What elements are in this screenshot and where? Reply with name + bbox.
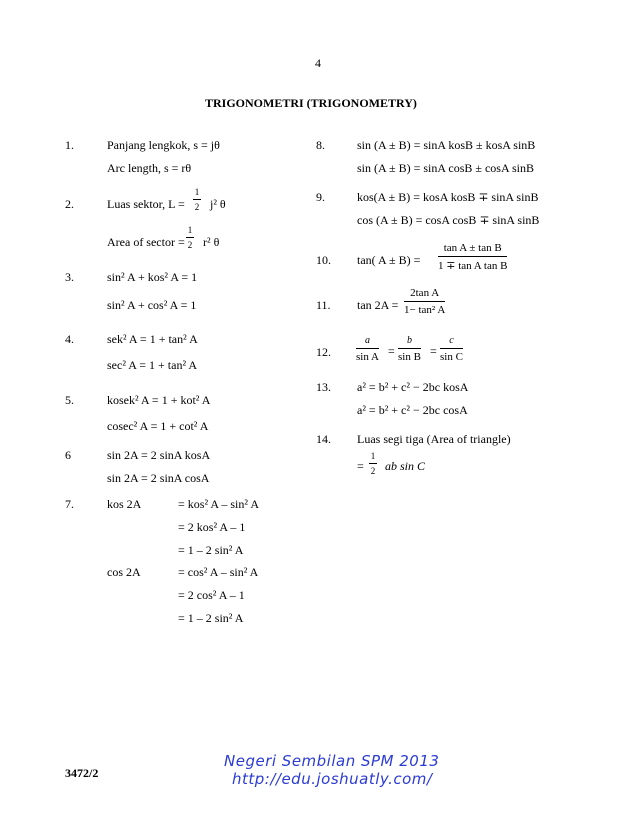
fraction-numerator: tan A ± tan B xyxy=(443,242,502,254)
sector-area-english: Area of sector = xyxy=(107,235,185,249)
item-number-13: 13. xyxy=(316,380,331,394)
fraction-bar xyxy=(369,463,377,464)
cos-2a-form-1: = cos² A – sin² A xyxy=(178,565,259,579)
fraction-denominator: 1 ∓ tan A tan B xyxy=(438,260,508,272)
sine-rule-b-fraction xyxy=(398,335,421,363)
item-number-12: 12. xyxy=(316,345,331,359)
compound-sin-english: sin (A ± B) = sinA cosB ± cosA sinB xyxy=(357,161,534,175)
identity-3-malay: sin² A + kos² A = 1 xyxy=(107,270,198,284)
half-fraction-malay xyxy=(193,187,201,212)
item-number-11: 11. xyxy=(316,298,331,312)
fraction-bar xyxy=(438,256,507,257)
fraction-bar xyxy=(404,301,445,302)
item-number-3: 3. xyxy=(65,270,74,284)
page-title: TRIGONOMETRI (TRIGONOMETRY) xyxy=(205,96,417,110)
fraction-denominator: 2 xyxy=(187,240,193,250)
identity-5-english: cosec² A = 1 + cot² A xyxy=(107,419,209,433)
item-number-2: 2. xyxy=(65,197,74,211)
cos-2a-form-3: = 1 – 2 sin² A xyxy=(178,611,244,625)
item-number-9: 9. xyxy=(316,190,325,204)
arc-length-english: Arc length, s = rθ xyxy=(107,161,192,175)
sine-rule-equals-2: = xyxy=(430,344,437,358)
compound-cos-english: cos (A ± B) = cosA cosB ∓ sinA sinB xyxy=(357,213,540,227)
cos-2a-form-2: = 2 cos² A – 1 xyxy=(178,588,245,602)
sector-area-english-term: r² θ xyxy=(203,235,220,249)
item-number-6: 6 xyxy=(65,448,71,462)
fraction-denominator: 2 xyxy=(194,202,200,212)
triangle-area-label: Luas segi tiga (Area of triangle) xyxy=(357,432,511,446)
cosine-rule-malay: a² = b² + c² − 2bc kosA xyxy=(357,380,469,394)
sine-rule-a-fraction xyxy=(356,335,379,363)
fraction-bar xyxy=(398,348,421,349)
kos-2a-label: kos 2A xyxy=(107,497,142,511)
sector-area-malay-term: j² θ xyxy=(210,197,226,211)
kos-2a-form-2: = 2 kos² A – 1 xyxy=(178,520,246,534)
double-angle-tan-lhs: tan 2A = xyxy=(357,298,399,312)
fraction-numerator: b xyxy=(406,335,412,346)
fraction-bar xyxy=(186,237,194,238)
fraction-numerator: 1 xyxy=(370,451,376,461)
triangle-area-formula: ab sin C xyxy=(385,459,426,473)
paper-code: 3472/2 xyxy=(65,766,99,780)
identity-4-english: sec² A = 1 + tan² A xyxy=(107,358,198,372)
cosine-rule-english: a² = b² + c² − 2bc cosA xyxy=(357,403,468,417)
cos-2a-label: cos 2A xyxy=(107,565,141,579)
double-angle-tan-fraction xyxy=(404,287,445,316)
footer-source-link[interactable]: http://edu.joshuatly.com/ xyxy=(232,770,433,788)
fraction-numerator: 1 xyxy=(194,187,200,197)
compound-sin-malay: sin (A ± B) = sinA kosB ± kosA sinB xyxy=(357,138,536,152)
sine-rule-c-fraction xyxy=(440,335,463,363)
fraction-bar xyxy=(440,348,463,349)
item-number-14: 14. xyxy=(316,432,331,446)
fraction-denominator: sin A xyxy=(356,351,379,363)
fraction-numerator: 1 xyxy=(187,225,193,235)
fraction-denominator: sin C xyxy=(440,351,463,363)
compound-tan-lhs: tan( A ± B) = xyxy=(357,253,421,267)
fraction-numerator: c xyxy=(449,335,454,346)
item-number-10: 10. xyxy=(316,253,331,267)
item-number-1: 1. xyxy=(65,138,74,152)
triangle-area-equals: = xyxy=(357,459,364,473)
item-number-5: 5. xyxy=(65,393,74,407)
fraction-bar xyxy=(356,348,379,349)
arc-length-malay: Panjang lengkok, s = jθ xyxy=(107,138,220,152)
sine-rule-equals-1: = xyxy=(388,344,395,358)
fraction-denominator: sin B xyxy=(398,351,421,363)
page-number: 4 xyxy=(315,56,321,70)
footer-source-line-1: Negeri Sembilan SPM 2013 xyxy=(224,752,440,770)
half-fraction-english xyxy=(186,225,194,250)
identity-5-malay: kosek² A = 1 + kot² A xyxy=(107,393,211,407)
item-number-7: 7. xyxy=(65,497,74,511)
fraction-numerator: a xyxy=(364,335,370,346)
fraction-numerator: 2tan A xyxy=(410,287,440,299)
compound-tan-fraction xyxy=(438,242,507,272)
fraction-denominator: 2 xyxy=(370,466,376,476)
kos-2a-form-1: = kos² A – sin² A xyxy=(178,497,259,511)
triangle-area-half xyxy=(369,451,377,476)
identity-3-english: sin² A + cos² A = 1 xyxy=(107,298,197,312)
fraction-denominator: 1− tan² A xyxy=(404,304,446,316)
double-angle-sin-english: sin 2A = 2 sinA cosA xyxy=(107,471,210,485)
kos-2a-form-3: = 1 – 2 sin² A xyxy=(178,543,244,557)
item-number-4: 4. xyxy=(65,332,74,346)
sector-area-malay: Luas sektor, L = xyxy=(107,197,185,211)
double-angle-sin-malay: sin 2A = 2 sinA kosA xyxy=(107,448,211,462)
identity-4-malay: sek² A = 1 + tan² A xyxy=(107,332,198,346)
compound-cos-malay: kos(A ± B) = kosA kosB ∓ sinA sinB xyxy=(357,190,539,204)
fraction-bar xyxy=(193,199,201,200)
item-number-8: 8. xyxy=(316,138,325,152)
